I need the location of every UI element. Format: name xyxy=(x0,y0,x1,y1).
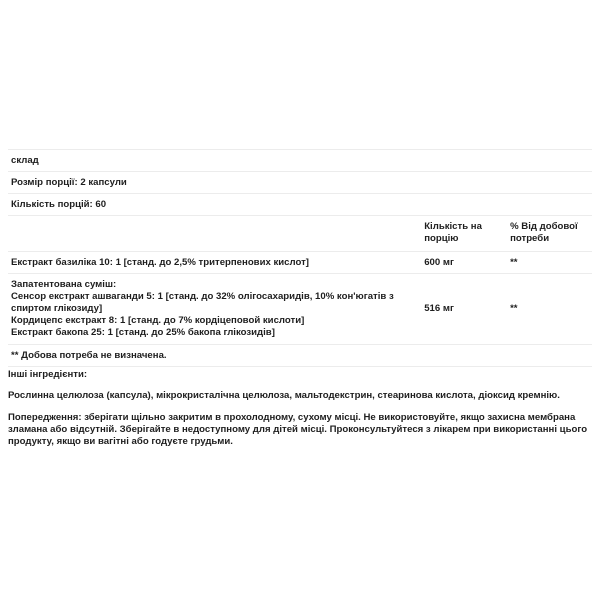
blend-ingredient: Кордицепс екстракт 8: 1 [станд. до 7% кордіцеповой кислоти] xyxy=(11,315,305,326)
supplement-facts-table xyxy=(8,149,592,367)
warning-text: Попередження: зберігати щільно закритим в прохолодному, сухому місці. Не використовуйте, якщо захисна мембрана зламана або відсутній. Зберігайте в недоступному для дітей місці. Проконсультуйтеся з лікарем при використанні цього продукту, якщо ви вагітні або годуєте грудьми. xyxy=(8,412,588,447)
column-header-row xyxy=(8,216,592,252)
proprietary-blend-names xyxy=(8,274,420,345)
blend-ingredient: Екстракт бакопа 25: 1 [станд. до 25% бакопа глікозидів] xyxy=(11,327,275,338)
ingredient-amount: 600 мг xyxy=(420,252,507,274)
header-blank xyxy=(8,216,420,252)
proprietary-blend-row xyxy=(8,274,592,345)
ingredient-name: Екстракт базиліка 10: 1 [станд. до 2,5% тритерпенових кислот] xyxy=(8,252,420,274)
blend-ingredient: Сенсор екстракт ашваганди 5: 1 [станд. до 32% олігосахаридів, 10% кон'югатів з спиртом глікозиду] xyxy=(11,291,394,314)
table-title: склад xyxy=(8,150,592,172)
blend-daily-value: ** xyxy=(507,274,592,345)
supplement-facts-table-container xyxy=(8,149,592,367)
header-daily-value: % Від добової потреби xyxy=(507,216,592,252)
footnote: ** Добова потреба не визначена. xyxy=(8,345,592,367)
other-ingredients-heading: Інші інгредієнти: xyxy=(8,369,88,380)
ingredient-daily-value: ** xyxy=(507,252,592,274)
footnote-row xyxy=(8,345,592,367)
blend-title: Запатентована суміш: xyxy=(11,279,117,290)
servings-per-container-row xyxy=(8,194,592,216)
serving-size: Розмір порції: 2 капсули xyxy=(8,172,592,194)
serving-size-row xyxy=(8,172,592,194)
table-row xyxy=(8,252,592,274)
table-title-row xyxy=(8,150,592,172)
header-amount-per-serving: Кількість на порцію xyxy=(420,216,507,252)
blend-amount: 516 мг xyxy=(420,274,507,345)
servings-per-container: Кількість порцій: 60 xyxy=(8,194,592,216)
other-ingredients-text: Рослинна целюлоза (капсула), мікрокристалічна целюлоза, мальтодекстрин, стеаринова кислота, діоксид кремнію. xyxy=(8,390,560,401)
